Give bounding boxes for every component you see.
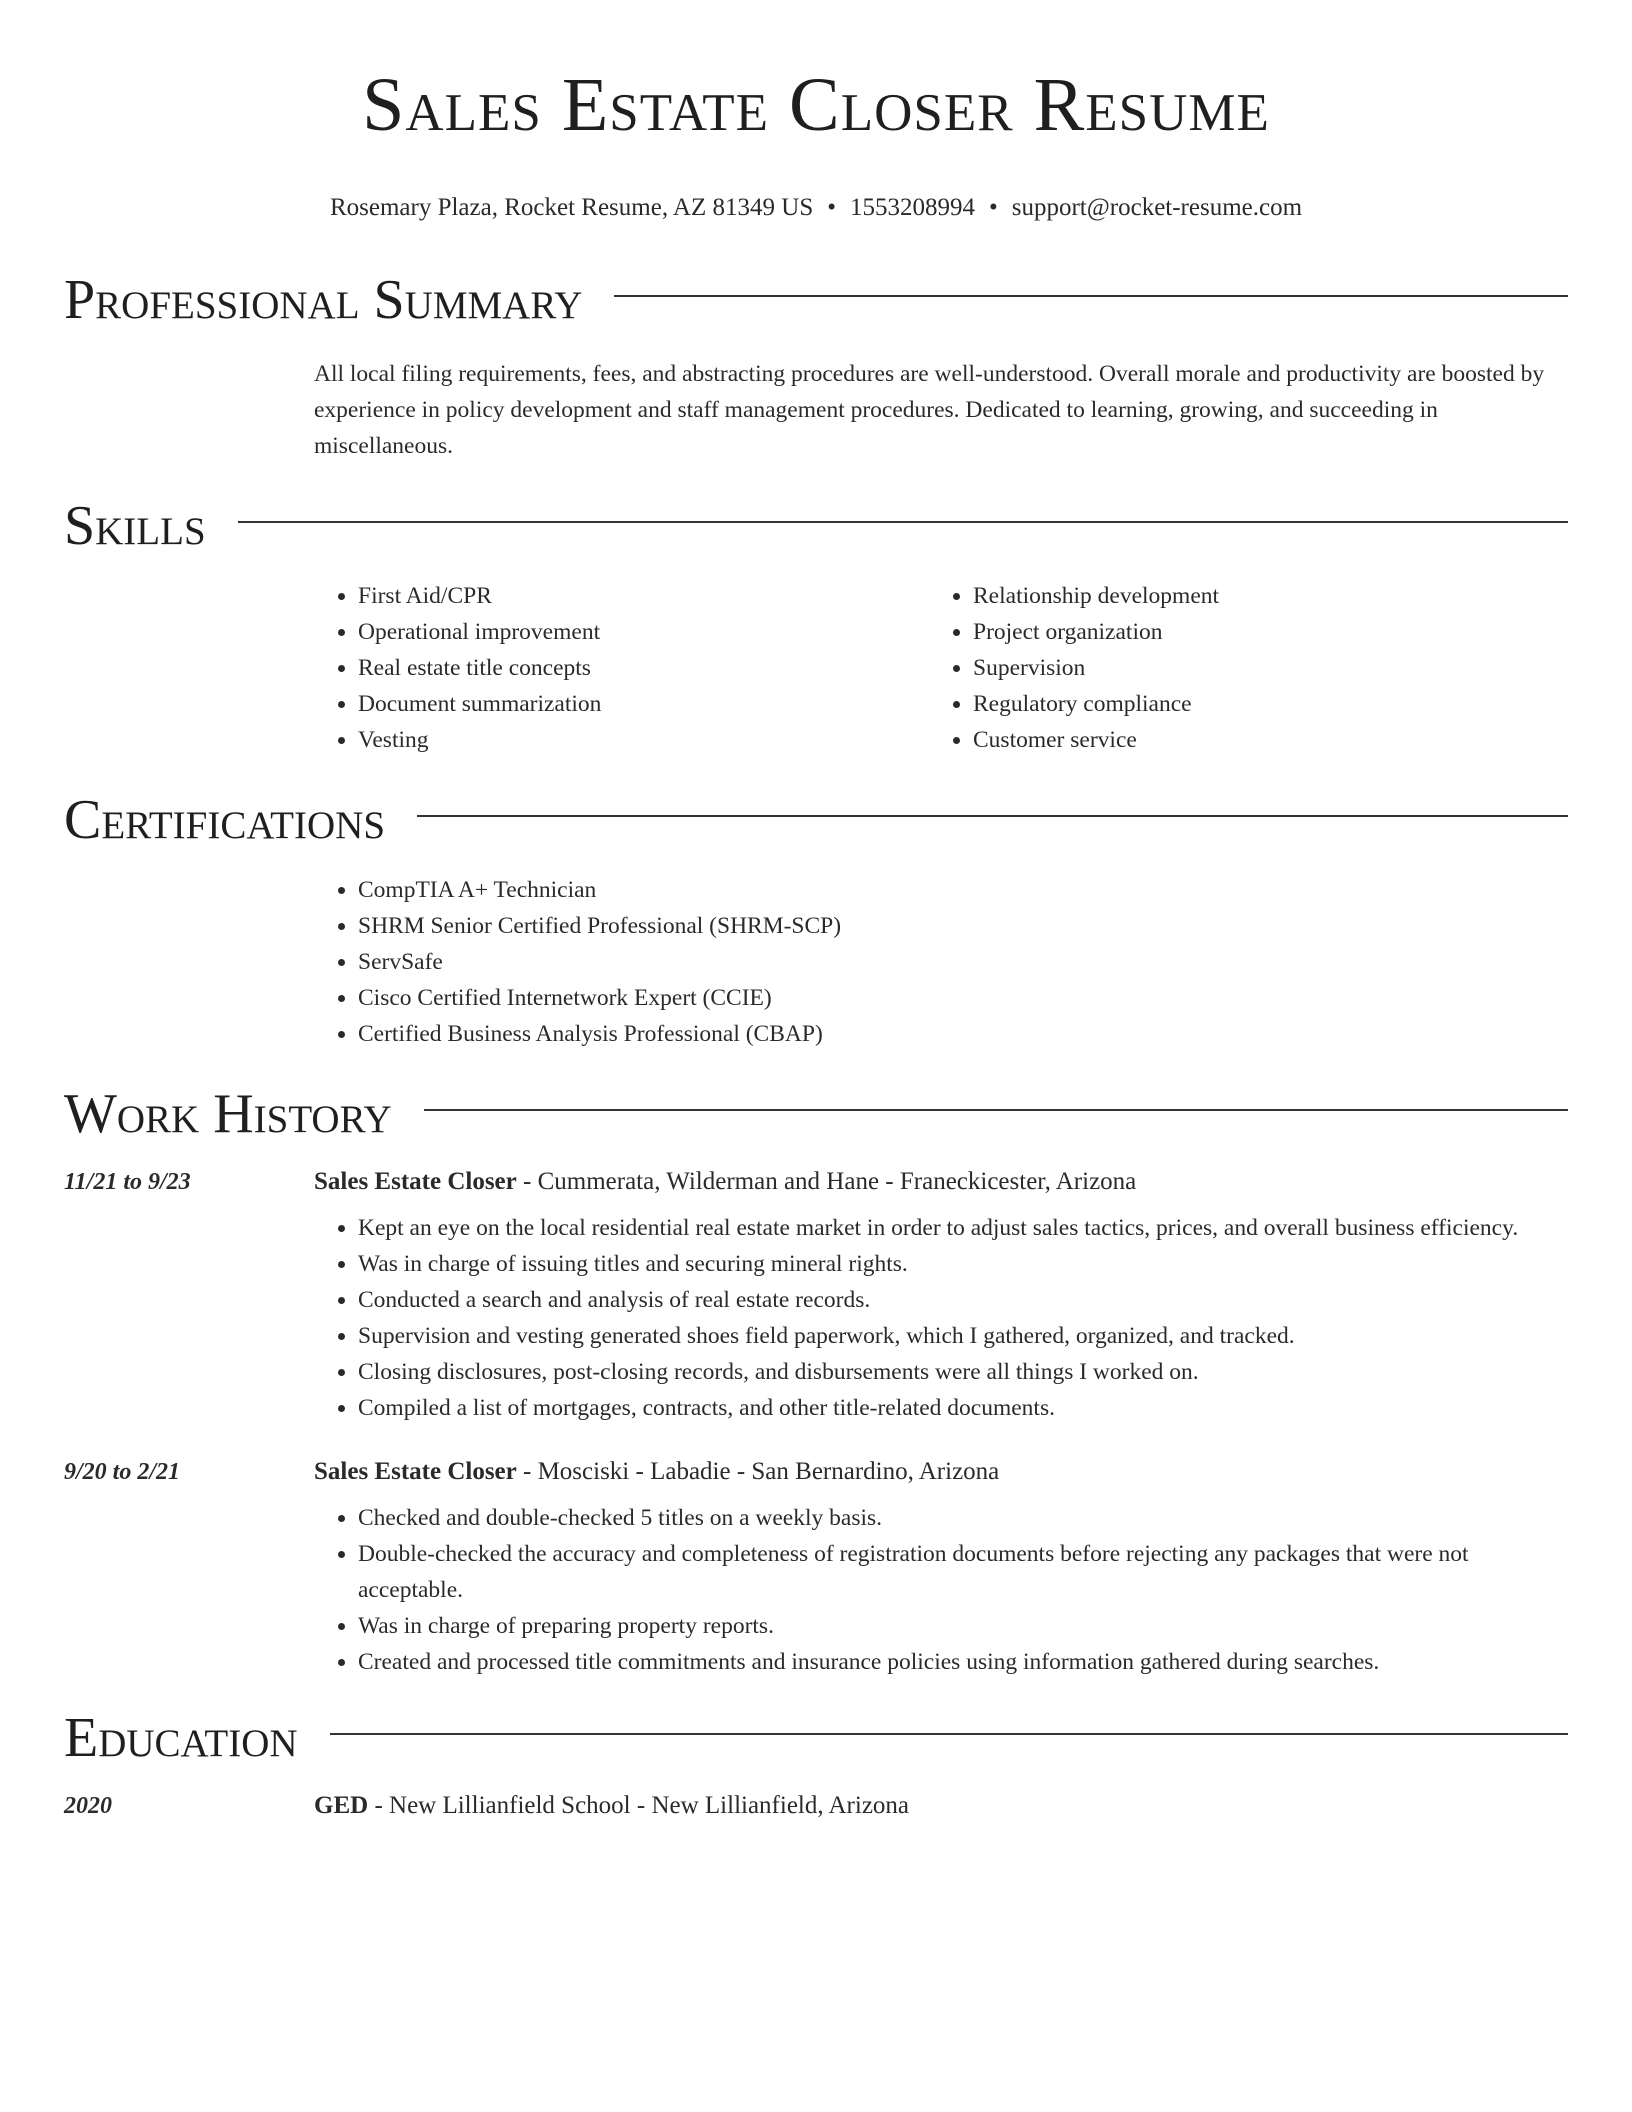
job-heading (314, 1458, 999, 1486)
skill-item: • Document summarization (358, 686, 929, 722)
job-bullet: • Checked and double-checked 5 titles on a weekly basis. (358, 1500, 1568, 1536)
skill-item: • Customer service (973, 722, 1568, 758)
education-school: - New Lillianfield School - New Lillianfield, Arizona (368, 1792, 910, 1819)
skill-item: • First Aid/CPR (358, 578, 929, 614)
section-divider (424, 1109, 1568, 1111)
contact-line (64, 192, 1568, 224)
skills-section-header (64, 494, 1568, 558)
skills-column-left (314, 578, 929, 758)
education-heading (314, 1792, 909, 1820)
summary-text: All local filing requirements, fees, and abstracting procedures are well-understood. Overall morale and productivity are boosted by experience in policy development and staff management procedures. Dedicated to learning, growing, and succeeding in miscellaneous. (314, 361, 1545, 459)
job-bullets (314, 1210, 1568, 1426)
job-dates: 11/21 to 9/23 (64, 1169, 191, 1195)
skill-item: • Operational improvement (358, 614, 929, 650)
job-bullet: • Closing disclosures, post-closing records, and disbursements were all things I worked on. (358, 1354, 1568, 1390)
skills-list (314, 578, 1568, 758)
section-divider (417, 815, 1568, 817)
education-year: 2020 (64, 1793, 112, 1819)
job-title: Sales Estate Closer (314, 1458, 517, 1485)
job-bullets (314, 1500, 1568, 1680)
skill-item: • Regulatory compliance (973, 686, 1568, 722)
job-title: Sales Estate Closer (314, 1168, 517, 1195)
contact-address: Rosemary Plaza, Rocket Resume, AZ 81349 US (329, 194, 814, 221)
job-bullet: • Compiled a list of mortgages, contracts, and other title-related documents. (358, 1390, 1568, 1426)
section-divider (238, 521, 1568, 523)
skill-item: • Vesting (358, 722, 929, 758)
section-title-certifications: Certifications (64, 789, 386, 851)
job-bullet: • Supervision and vesting generated shoes field paperwork, which I gathered, organized, and tracked. (358, 1318, 1568, 1354)
job-bullet: • Conducted a search and analysis of real estate records. (358, 1282, 1568, 1318)
section-title-education: Education (64, 1707, 298, 1769)
job-bullet: • Double-checked the accuracy and completeness of registration documents before rejecting any packages that were not acceptable. (358, 1536, 1568, 1608)
section-title-summary: Professional Summary (64, 269, 583, 331)
job-entry (64, 1458, 1568, 1680)
job-entry (64, 1168, 1568, 1426)
contact-email: support@rocket-resume.com (1011, 194, 1303, 221)
job-heading-row (64, 1458, 1568, 1486)
education-degree: GED (314, 1792, 369, 1819)
job-heading (314, 1168, 1136, 1196)
skill-item: • Supervision (973, 650, 1568, 686)
section-title-skills: Skills (64, 495, 206, 557)
work-section-header (64, 1082, 1568, 1146)
summary-section-header (64, 268, 1568, 332)
education-entry (64, 1792, 1568, 1820)
job-employer: - Mosciski - Labadie - San Bernardino, Arizona (516, 1458, 1000, 1485)
contact-separator: • (988, 194, 998, 221)
job-bullet: • Was in charge of preparing property reports. (358, 1608, 1568, 1644)
skills-column-right (929, 578, 1568, 758)
section-divider (614, 295, 1568, 297)
job-dates: 9/20 to 2/21 (64, 1459, 181, 1485)
certification-item: • Certified Business Analysis Professional (CBAP) (358, 1016, 1568, 1052)
skill-item: • Relationship development (973, 578, 1568, 614)
job-spacer (64, 1426, 1568, 1458)
skill-item: • Real estate title concepts (358, 650, 929, 686)
certification-item: • SHRM Senior Certified Professional (SHRM-SCP) (358, 908, 1568, 944)
education-section-header (64, 1706, 1568, 1770)
job-heading-row (64, 1168, 1568, 1196)
contact-separator: • (827, 194, 836, 221)
section-title-work-history: Work History (64, 1083, 392, 1145)
job-bullet: • Was in charge of issuing titles and securing mineral rights. (358, 1246, 1568, 1282)
certification-item: • CompTIA A+ Technician (358, 872, 1568, 908)
certification-item: • Cisco Certified Internetwork Expert (CCIE) (358, 980, 1568, 1016)
section-divider (330, 1733, 1568, 1735)
certification-item: • ServSafe (358, 944, 1568, 980)
resume-title: Sales Estate Closer Resume (362, 63, 1270, 147)
certifications-list (314, 872, 1568, 1052)
certifications-section-header (64, 788, 1568, 852)
skill-item: • Project organization (973, 614, 1568, 650)
job-bullet: • Created and processed title commitments and insurance policies using information gathered during searches. (358, 1644, 1568, 1680)
job-bullet: • Kept an eye on the local residential real estate market in order to adjust sales tactics, prices, and overall business efficiency. (358, 1210, 1568, 1246)
contact-phone: 1553208994 (849, 194, 975, 221)
job-employer: - Cummerata, Wilderman and Hane - Franeckicester, Arizona (516, 1168, 1137, 1195)
